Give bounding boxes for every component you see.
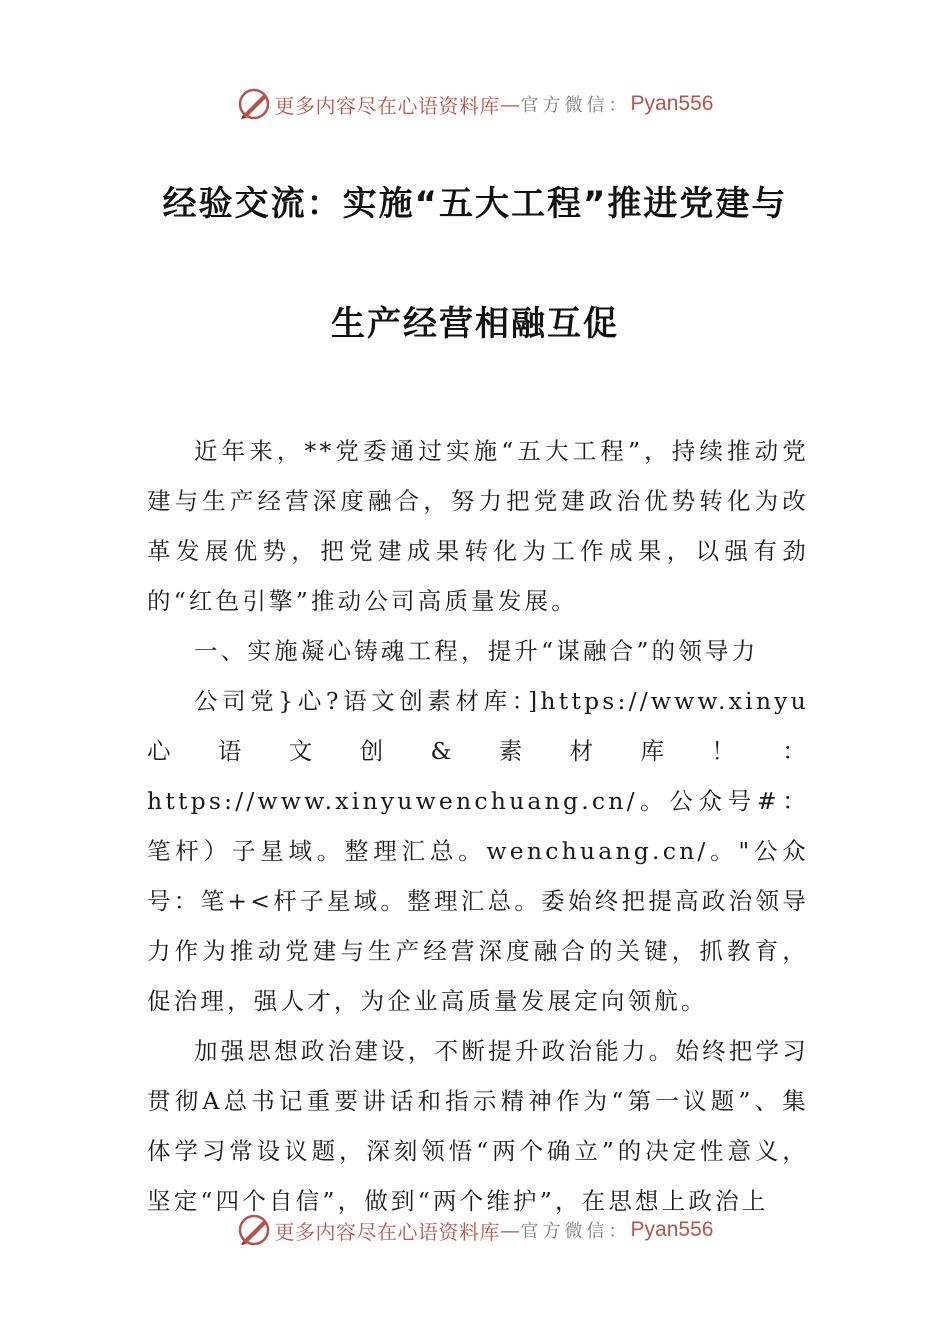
document-body [147, 426, 809, 1226]
document-title-line-1: 经验交流：实施“五大工程”推进党建与 [162, 184, 788, 224]
pen-logo-icon [237, 87, 271, 121]
paragraph-section-2: 加强思想政治建设，不断提升政治能力。始终把学习贯彻A总书记重要讲话和指示精神作为“第一议题”、集体学习常设议题，深刻领悟“两个确立”的决定性意义，坚定“四个自信”，做到“两个维护”，在思想上政治上 [147, 1037, 809, 1215]
watermark-wechat-label: 官方微信： [520, 1221, 631, 1242]
watermark-wechat-id: Pyan556 [630, 1218, 714, 1241]
paragraph-section-1: 公司党}心?语文创素材库：]https://www.xinyu心语文创&素材库！：https://www.xinyuwenchuang.cn/。公众号#：笔杆）子星域。整理汇总。wenchuang.cn/。"公众号：笔+<杆子星域。整理汇总。委始终把提高政治领导力作为推动党建与生产经营深度融合的关键，抓教育，促治理，强人才，为企业高质量发展定向领航。 [147, 687, 809, 1015]
document-title-line-2: 生产经营相融互促 [331, 304, 619, 344]
pen-logo-icon [237, 1213, 271, 1247]
watermark-banner-bottom [0, 1210, 950, 1250]
watermark-wechat-label: 官方微信： [520, 95, 631, 116]
watermark-dash: — [500, 92, 521, 116]
watermark-wechat-id: Pyan556 [630, 92, 714, 115]
section-heading: 一、实施凝心铸魂工程，提升“谋融合”的领导力 [194, 637, 759, 665]
watermark-text: 更多内容尽在心语资料库 [274, 93, 501, 118]
watermark-text: 更多内容尽在心语资料库 [274, 1219, 501, 1244]
watermark-dash: — [500, 1218, 521, 1242]
watermark-banner-top [0, 84, 950, 124]
paragraph-intro: 近年来，**党委通过实施“五大工程”，持续推动党建与生产经营深度融合，努力把党建政治优势转化为改革发展优势，把党建成果转化为工作成果，以强有劲的“红色引擎”推动公司高质量发展。 [147, 437, 809, 615]
